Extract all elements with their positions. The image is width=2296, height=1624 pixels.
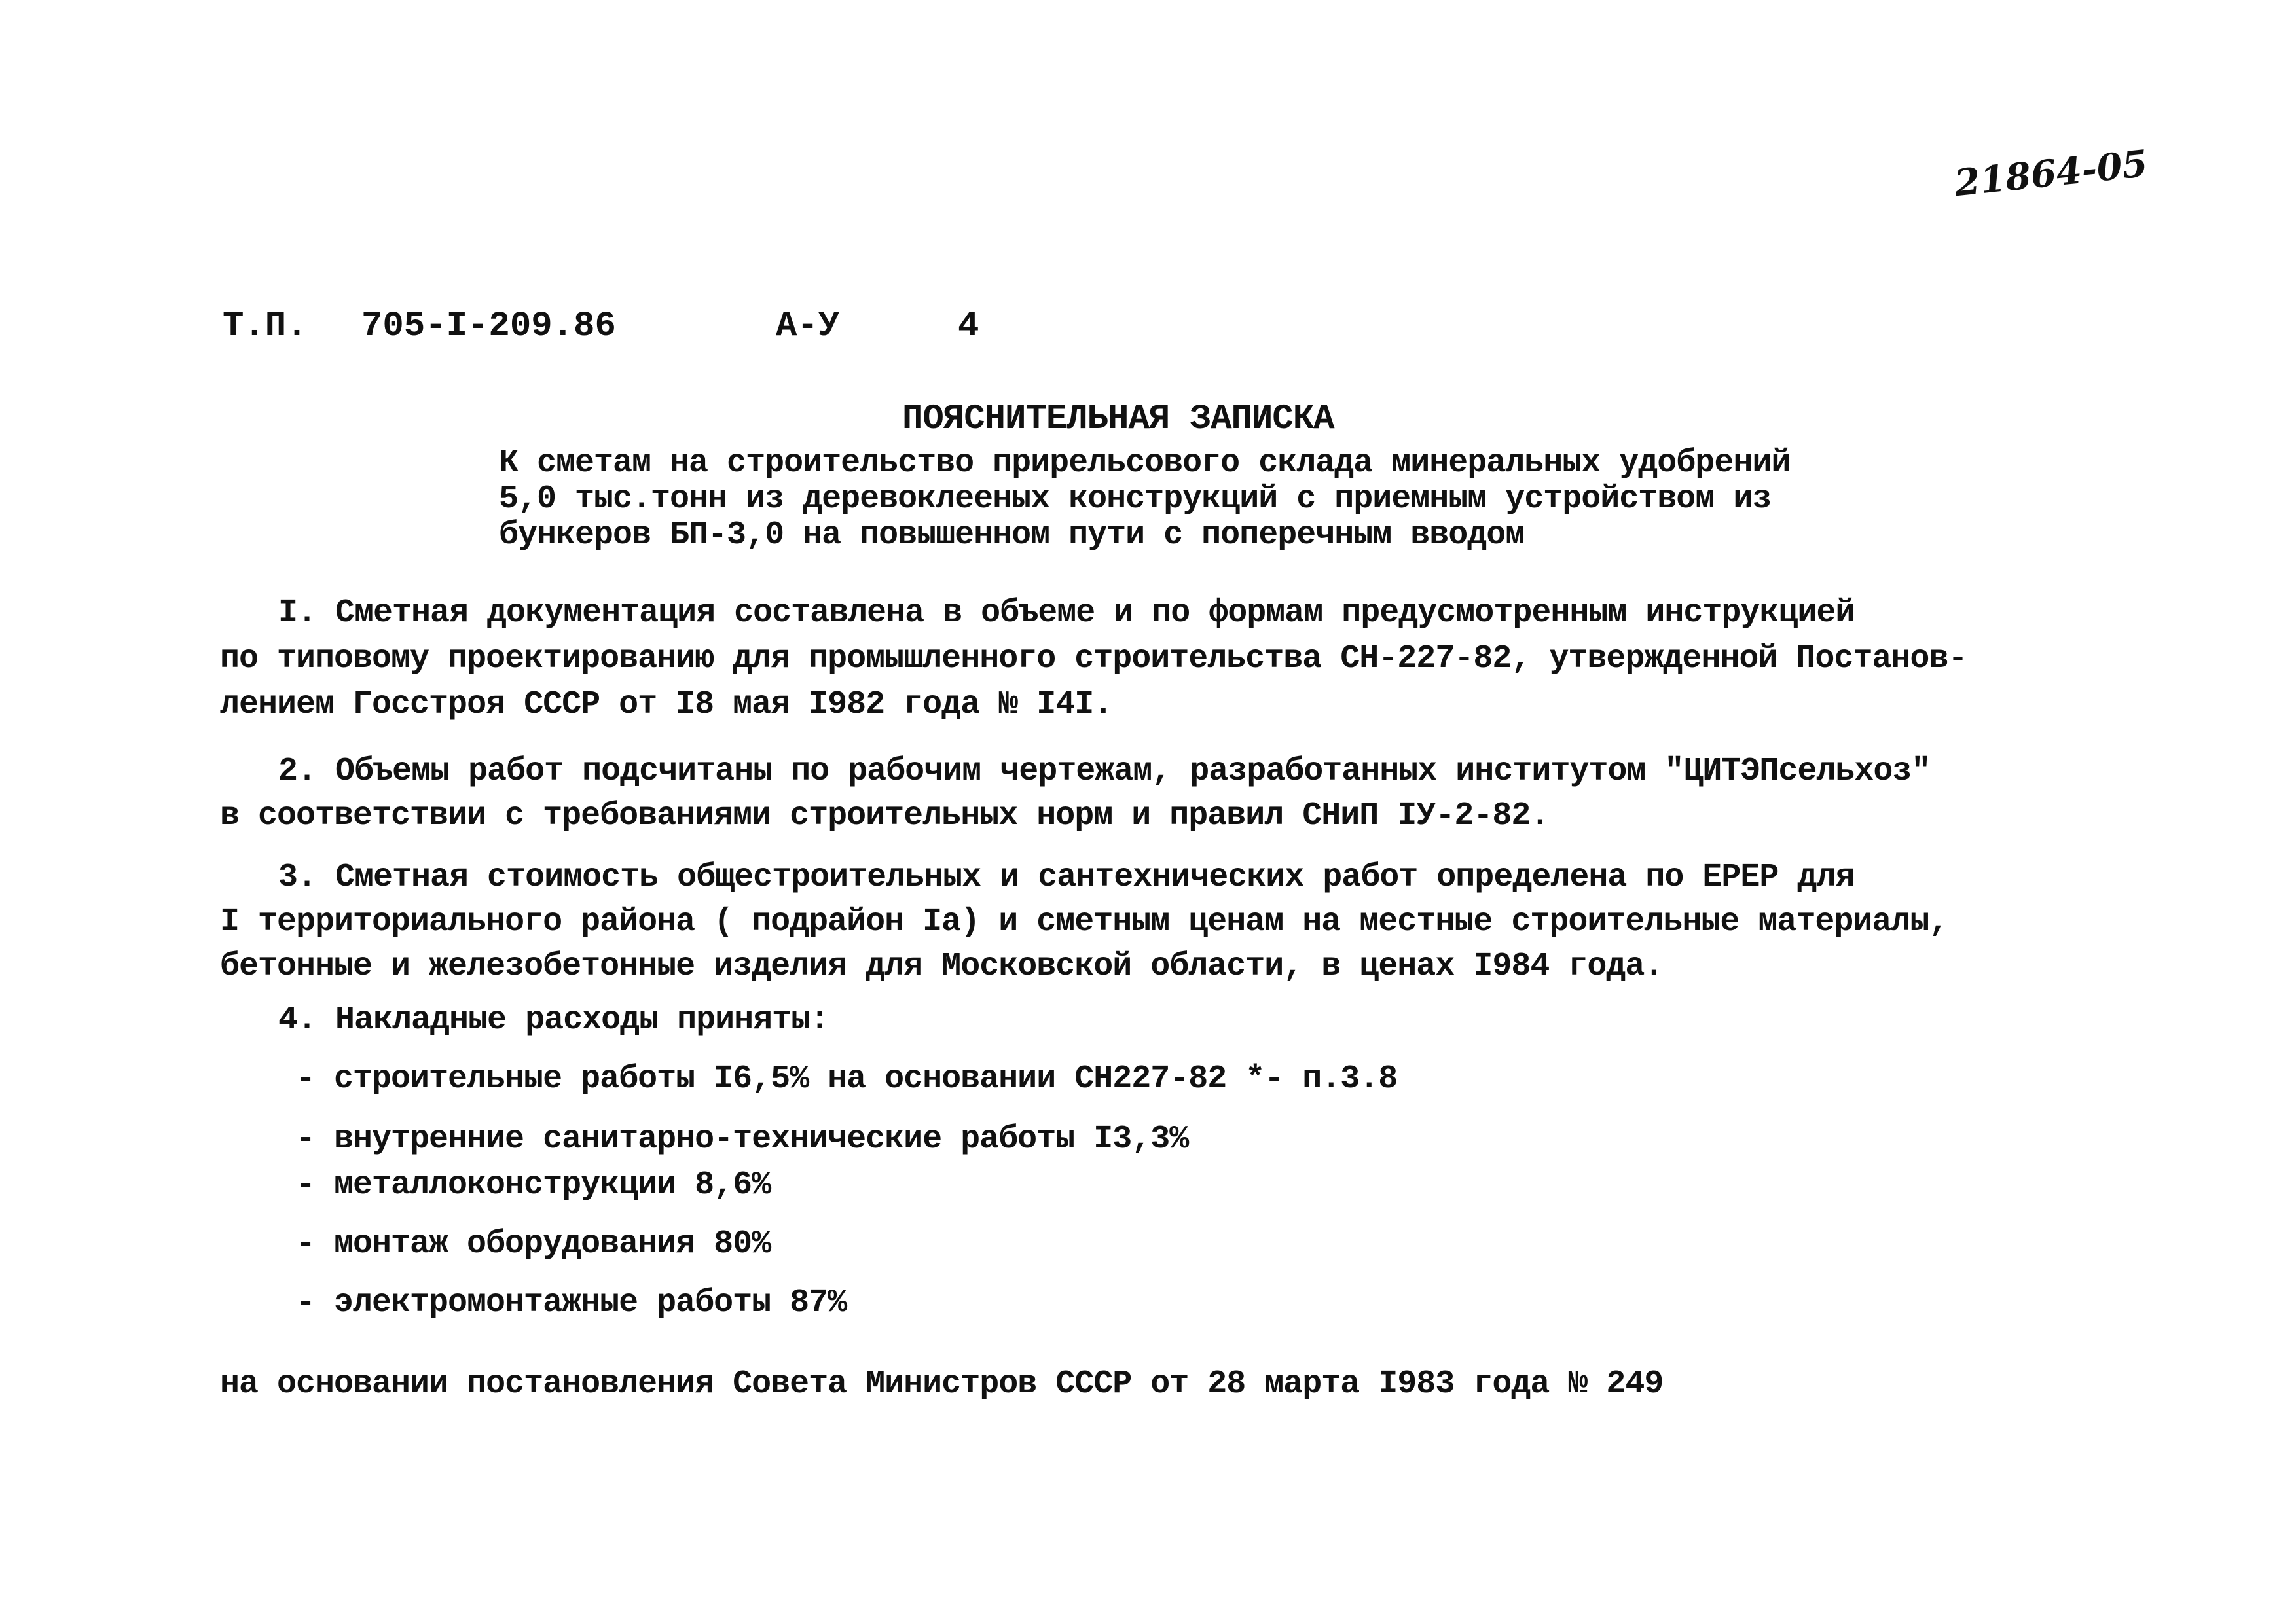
overhead-item: - электромонтажные работы 87%: [296, 1284, 847, 1322]
paragraph-1-line: I. Сметная документация составлена в объеме и по формам предусмотренным инструкцией: [278, 594, 1855, 632]
header-album: А-У: [776, 306, 840, 346]
paragraph-1-line: лением Госстроя СССР от I8 мая I982 года № I4I.: [220, 686, 1113, 723]
overhead-item: - строительные работы I6,5% на основании СН227-82 *- п.3.8: [296, 1060, 1398, 1098]
document-header: [0, 306, 2296, 352]
paragraph-2-line: 2. Объемы работ подсчитаны по рабочим чертежам, разработанных институтом "ЦИТЭПсельхоз": [278, 753, 1931, 790]
paragraph-4: 4. Накладные расходы приняты:: [278, 1001, 829, 1039]
paragraph-3-line: 3. Сметная стоимость общестроительных и сантехнических работ определена по ЕРЕР для: [278, 859, 1855, 896]
document-subtitle: [499, 445, 1808, 553]
subtitle-line: бункеров БП-3,0 на повышенном пути с поперечным вводом: [499, 516, 1525, 554]
overhead-item: - внутренние санитарно-технические работы I3,3%: [296, 1121, 1189, 1158]
header-tp: Т.П.: [223, 306, 308, 346]
handwritten-number: 21864-05: [1952, 141, 2150, 206]
subtitle-line: К сметам на строительство прирельсового склада минеральных удобрений: [499, 444, 1791, 482]
overhead-item: - металлоконструкции 8,6%: [296, 1166, 771, 1204]
header-sheet-number: 4: [958, 306, 979, 346]
subtitle-line: 5,0 тыс.тонн из деревоклееных конструкций с приемным устройством из: [499, 480, 1772, 518]
document-title: ПОЯСНИТЕЛЬНАЯ ЗАПИСКА: [902, 399, 1334, 439]
paragraph-3-line: I территориального района ( подрайон Iа) и сметным ценам на местные строительные материалы,: [220, 903, 1948, 941]
footer-reference: на основании постановления Совета Министров СССР от 28 марта I983 года № 249: [220, 1365, 1664, 1403]
paragraph-2-line: в соответствии с требованиями строительных норм и правил СНиП IУ-2-82.: [220, 797, 1550, 835]
overhead-item: - монтаж оборудования 80%: [296, 1225, 771, 1263]
header-project-code: 705-I-209.86: [361, 306, 616, 346]
paragraph-3-line: бетонные и железобетонные изделия для Московской области, в ценах I984 года.: [220, 948, 1664, 985]
paragraph-1-line: по типовому проектированию для промышленного строительства СН-227-82, утвержденной Постанов-: [220, 640, 1967, 677]
